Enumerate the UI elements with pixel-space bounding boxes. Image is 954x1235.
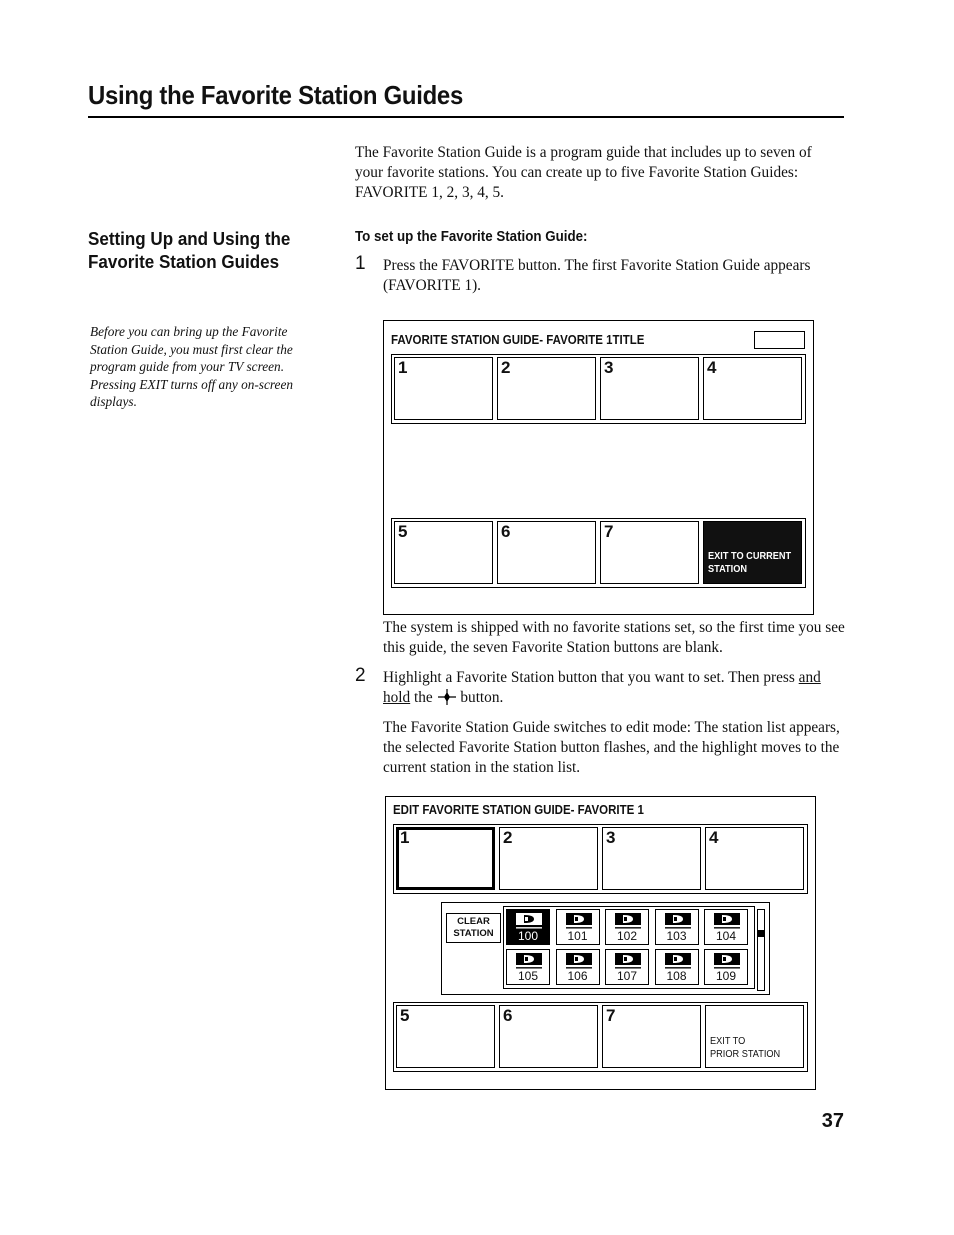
- screen-title: FAVORITE STATION GUIDE- FAVORITE 1TITLE: [391, 333, 645, 347]
- step-1-number: 1: [355, 253, 366, 274]
- exit-label-line1: EXIT TO CURRENT: [708, 551, 792, 562]
- edit-mode-paragraph: The Favorite Station Guide switches to edit mode: The station list appears, the selected Favorite Station button flashes, and the highlight moves to the current station in the station list.: [383, 719, 840, 776]
- edit-guide-screen: [385, 796, 816, 1090]
- channel-number: 106: [567, 969, 588, 983]
- favorite-button-6[interactable]: [499, 1005, 598, 1068]
- favorite-button-2[interactable]: [497, 357, 596, 420]
- channel-tile-105[interactable]: [506, 949, 550, 985]
- channel-grid: [503, 906, 755, 989]
- favorite-button-7[interactable]: [602, 1005, 701, 1068]
- channel-number: 103: [666, 929, 687, 943]
- button-number: 1: [398, 358, 408, 377]
- after-figure-1-text: The system is shipped with no favorite stations set, so the first time you see this guide, the seven Favorite Station buttons are blank.: [383, 619, 845, 656]
- channel-tile-106[interactable]: [556, 949, 600, 985]
- station-list: [441, 902, 770, 995]
- select-button-icon: [437, 689, 457, 705]
- button-number: 1: [400, 828, 410, 847]
- channel-number: 107: [616, 969, 638, 983]
- favorite-button-4[interactable]: [705, 827, 804, 890]
- channel-tile-108[interactable]: [655, 949, 699, 985]
- favorite-button-7[interactable]: [600, 521, 699, 584]
- favorite-button-5[interactable]: [396, 1005, 495, 1068]
- button-number: 2: [501, 358, 511, 377]
- button-number: 7: [604, 522, 614, 541]
- button-number: 7: [606, 1006, 616, 1025]
- button-number: 5: [400, 1006, 410, 1025]
- button-number: 2: [503, 828, 513, 847]
- step-2-text-b: the: [414, 689, 433, 706]
- button-number: 3: [606, 828, 616, 847]
- channel-tile-103[interactable]: [655, 909, 699, 945]
- exit-to-current-station-button[interactable]: [703, 521, 802, 584]
- channel-number: 102: [616, 929, 638, 943]
- button-number: 3: [604, 358, 614, 377]
- screen-title: EDIT FAVORITE STATION GUIDE- FAVORITE 1: [393, 803, 644, 817]
- button-number: 4: [709, 828, 719, 847]
- channel-tile-109[interactable]: [704, 949, 748, 985]
- step-1-text: Press the FAVORITE button. The first Favorite Station Guide appears (FAVORITE 1).: [383, 257, 811, 294]
- step-2-text: [383, 668, 833, 708]
- page-number: 37: [821, 1110, 844, 1132]
- channel-number: 100: [517, 929, 539, 943]
- favorite-guide-screen: [383, 320, 814, 615]
- procedure-heading: To set up the Favorite Station Guide:: [355, 229, 588, 245]
- favorite-button-6[interactable]: [497, 521, 596, 584]
- favorite-button-4[interactable]: [703, 357, 802, 420]
- bottom-buttons-row: [393, 1002, 808, 1072]
- title-entry-box: [754, 331, 805, 349]
- step-2-underlined: and hold: [383, 669, 821, 706]
- page-title: Using the Favorite Station Guides: [88, 80, 464, 110]
- clear-label-line2: STATION: [453, 928, 494, 939]
- channel-number: 104: [715, 929, 737, 943]
- channel-number: 109: [715, 969, 737, 983]
- top-buttons-row: [391, 354, 806, 424]
- channel-tile-104[interactable]: [704, 909, 748, 945]
- scrollbar[interactable]: [757, 909, 765, 991]
- channel-tile-100[interactable]: [506, 909, 550, 945]
- step-2-text-a: Highlight a Favorite Station button that you want to set. Then press: [383, 669, 795, 686]
- exit-label-line2: PRIOR STATION: [710, 1049, 781, 1060]
- button-number: 4: [707, 358, 717, 377]
- step-2-number: 2: [355, 665, 366, 686]
- channel-tile-101[interactable]: [556, 909, 600, 945]
- section-heading: Setting Up and Using the Favorite Station Guides: [88, 228, 291, 272]
- step-2-text-c: button.: [460, 689, 504, 706]
- button-number: 6: [501, 522, 511, 541]
- button-number: 5: [398, 522, 408, 541]
- exit-label-line2: STATION: [708, 564, 748, 575]
- intro-paragraph: The Favorite Station Guide is a program guide that includes up to seven of your favorite stations. You can create up to five Favorite Station Guides: FAVORITE 1, 2, 3, 4, 5.: [355, 144, 812, 201]
- favorite-button-1[interactable]: [394, 357, 493, 420]
- channel-number: 108: [666, 969, 687, 983]
- favorite-button-5[interactable]: [394, 521, 493, 584]
- top-buttons-row: [393, 824, 808, 894]
- clear-station-button[interactable]: [446, 913, 501, 943]
- exit-label-line1: EXIT TO: [710, 1036, 746, 1047]
- bottom-buttons-row: [391, 518, 806, 588]
- channel-tile-107[interactable]: [605, 949, 649, 985]
- exit-to-prior-station-button[interactable]: [705, 1005, 804, 1068]
- favorite-button-3[interactable]: [602, 827, 701, 890]
- button-number: 6: [503, 1006, 513, 1025]
- favorite-button-1[interactable]: [396, 827, 495, 890]
- channel-tile-102[interactable]: [605, 909, 649, 945]
- scrollbar-thumb[interactable]: [758, 930, 764, 937]
- clear-label-line1: CLEAR: [457, 916, 490, 927]
- channel-number: 101: [567, 929, 588, 943]
- channel-number: 105: [517, 969, 539, 983]
- title-rule: [88, 116, 844, 118]
- favorite-button-2[interactable]: [499, 827, 598, 890]
- side-note: Before you can bring up the Favorite Station Guide, you must first clear the program guide from your TV screen. Pressing EXIT turns off any on-screen displays.: [90, 324, 294, 409]
- favorite-button-3[interactable]: [600, 357, 699, 420]
